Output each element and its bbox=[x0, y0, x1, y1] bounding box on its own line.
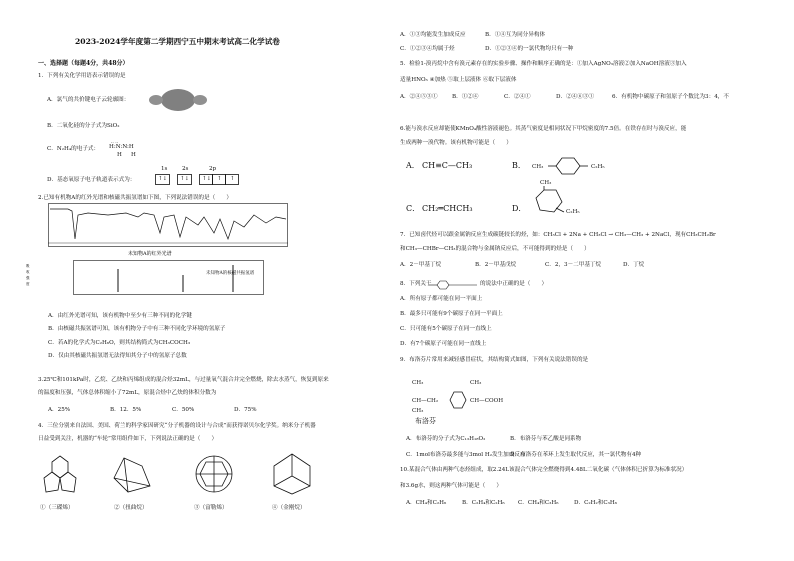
q4-option-b: B．①④互为同分异构体 bbox=[485, 32, 546, 38]
ir-caption: 未知物A的红外光谱 bbox=[128, 251, 172, 257]
arrow-2p2: ↑ bbox=[217, 176, 222, 182]
q3-stem: 3.25℃和101kPa时，乙烷、乙炔和丙烯组成的混合烃32mL，与过量氧气混合并完全燃烧，除去水蒸气，恢复到原来 bbox=[38, 377, 329, 383]
q1-option-a: A．氯气的共价键电子云轮廓图： bbox=[47, 97, 130, 103]
q6-formula-c: CH₂═CHCH₃ bbox=[422, 204, 473, 213]
q7-option-d: D．丁烷 bbox=[623, 262, 645, 268]
q10-option-c: C．CH₄和C₃H₆ bbox=[518, 500, 559, 506]
orbital-label-1s: 1s bbox=[161, 166, 168, 172]
q6-d-right: C₂H₅ bbox=[566, 209, 580, 215]
orbital-boxes bbox=[155, 174, 240, 186]
q6-option-b: B． bbox=[512, 161, 526, 170]
q5-stem-2: 适量HNO₃ ④加热 ⑤取上层液体 ⑥取下层液体 bbox=[400, 77, 517, 83]
q4-label-4: ④（金刚烷） bbox=[272, 505, 306, 511]
q6-intro: 6．有机物中碳原子和氢原子个数比为3：4，不 bbox=[612, 94, 729, 100]
q8-stem-a: 8．下列关于 bbox=[400, 281, 432, 287]
q6-option-d: D． bbox=[512, 204, 527, 213]
q3-option-b: B．12．5% bbox=[110, 407, 142, 413]
q8-option-d: D．有7个碳原子可能在同一直线上 bbox=[400, 341, 487, 347]
q9-option-c: C．1mol布洛芬最多能与3mol H₂发生加成反应 bbox=[406, 452, 526, 458]
q9-caption: 布洛芬 bbox=[415, 417, 436, 425]
arrow-1s: ↑↓ bbox=[158, 176, 168, 182]
q1-option-d: D．基态氧原子电子轨道表示式为： bbox=[47, 177, 136, 183]
q8-option-b: B．最多只可能有9个碳原子在同一平面上 bbox=[400, 311, 503, 317]
q6-stem-2: 生成两种一溴代物。该有机物可能是（ ） bbox=[400, 140, 512, 146]
molecule-structures bbox=[40, 452, 360, 500]
q9-benzene bbox=[446, 390, 470, 410]
arrow-2s: ↑↓ bbox=[180, 176, 190, 182]
q4-label-2: ②（扭曲烷） bbox=[114, 505, 148, 511]
q8-stem-b: 的说法中正确的是（ ） bbox=[480, 281, 548, 287]
q9-ch3-left: CH₃ bbox=[412, 380, 424, 386]
nmr-caption: 未知物A的核磁共振氢谱 bbox=[206, 271, 255, 276]
arrow-2p3: ↑ bbox=[230, 176, 235, 182]
q6-formula-a: CH≡C—CH₃ bbox=[422, 161, 473, 170]
c-h-bottom-1: H bbox=[117, 152, 122, 158]
q8-option-a: A．所有原子都可能在同一平面上 bbox=[400, 296, 483, 302]
q7-option-b: B．2－甲基戊烷 bbox=[475, 262, 517, 268]
benzene-ring-b bbox=[548, 156, 588, 176]
q2-option-a: A．由红外光谱可知，该有机物中至少有三种不同的化学键 bbox=[48, 313, 192, 319]
q9-option-b: B．布洛芬与苯乙酸是同系物 bbox=[510, 436, 582, 442]
q4-option-c: C．①②③④均属于烃 bbox=[400, 46, 455, 52]
q4-label-1: ①（三碟烯） bbox=[40, 505, 74, 511]
q9-option-a: A．布洛芬的分子式为C₁₃H₁₈O₂ bbox=[406, 436, 486, 442]
q6-d-top: CH₃ bbox=[540, 180, 552, 186]
page-title: 2023-2024学年度第二学期西宁五中期末考试高二化学试卷 bbox=[75, 37, 280, 46]
q6-b-right: C₂H₅ bbox=[591, 164, 605, 170]
svg-text:度: 度 bbox=[26, 282, 30, 286]
q5-stem: 5．检验1-溴丙烷中含有溴元素存在的实验步骤、操作和顺序正确的是：①加入AgNO₃溶液②加入NaOH溶液③加入 bbox=[400, 61, 687, 67]
q9-ch3-bottom: CH₃ bbox=[412, 408, 424, 414]
q5-option-a: A．②④⑤③① bbox=[400, 94, 438, 100]
q4-label-3: ③（富勒烯） bbox=[194, 505, 228, 511]
q3-option-d: D．75% bbox=[234, 407, 257, 413]
q4-option-a: A．①③均能发生加成反应 bbox=[400, 32, 466, 38]
q6-b-left: CH₃ bbox=[532, 164, 544, 170]
orbital-label-2p: 2p bbox=[209, 166, 217, 172]
c-h-bottom-2: H bbox=[131, 152, 136, 158]
svg-text:吸: 吸 bbox=[26, 264, 30, 268]
ir-spectrum bbox=[26, 203, 288, 298]
q9-option-d: D．布洛芬在苯环上发生取代反应，其一氯代物有4种 bbox=[510, 452, 642, 458]
q7-stem: 7．已知卤代烃可以跟金属钠反应生成碳链较长的烃，如：CH₃Cl + 2Na + CH₃Cl → CH₃—CH₃ + 2NaCl，现有CH₃CH₂Br bbox=[400, 232, 716, 238]
arrow-2p1: ↑↓ bbox=[202, 176, 212, 182]
q10-stem-2: 和3.6g水，则这两种气体可能是（ ） bbox=[400, 483, 502, 489]
q1-option-b: B．二氧化硅的分子式为SiO₂ bbox=[47, 123, 120, 129]
q3-option-a: A．25% bbox=[48, 407, 71, 413]
q2-option-c: C．若A的化学式为C₂H₆O，则其结构简式为CH₃COCH₃ bbox=[48, 340, 191, 346]
q4-stem: 4．三位分别来自法国、美国、荷兰的科学家因研究“分子机器的设计与合成”而获得诺贝尔化学奖。纳米分子机器 bbox=[38, 423, 316, 429]
q5-option-b: B．①②④ bbox=[452, 94, 479, 100]
q2-stem: 2.已知有机物A的红外光谱和核磁共振氢谱如下图，下列说法错误的是（ ） bbox=[38, 195, 232, 201]
q6-stem: 6.能与溴水反应却能使KMnO₄酸性溶液褪色。其蒸气密度是相同状况下甲烷密度的7.5倍。在铁存在时与溴反应，能 bbox=[400, 126, 687, 132]
q9-stem: 9．布洛芬片常用来减轻感冒症状，其结构简式如图，下列有关说法错误的是 bbox=[400, 357, 589, 363]
q10-option-d: D．C₂H₂和C₃H₆ bbox=[574, 500, 617, 506]
q10-option-a: A．CH₄和C₂H₆ bbox=[406, 500, 447, 506]
section-heading: 一、选择题（每题4分，共48分） bbox=[38, 60, 129, 67]
cloud-diagram bbox=[148, 88, 208, 112]
q9-cooh: CH—COOH bbox=[470, 398, 504, 404]
q9-ch-ch2: CH—CH₂ bbox=[412, 398, 439, 404]
q5-option-d: D．②④⑥③① bbox=[556, 94, 595, 100]
q6-option-c: C． bbox=[406, 204, 421, 213]
q7-option-c: C．2，3－二甲基丁烷 bbox=[545, 262, 602, 268]
svg-text:强: 强 bbox=[26, 276, 30, 280]
c-h-top: .. .. bbox=[111, 140, 119, 145]
orbital-label-2s: 2s bbox=[182, 166, 189, 172]
q3-stem-2: 的温度和压强，气体总体积缩小了72mL，原混合烃中乙炔的体积分数为 bbox=[38, 390, 217, 396]
c-electron-formula: H:N:N:H bbox=[109, 144, 134, 150]
q3-option-c: C．50% bbox=[172, 407, 195, 413]
q8-structure bbox=[429, 281, 477, 289]
q2-option-d: D．仅由其核磁共振氢谱无法得知其分子中的氢原子总数 bbox=[48, 353, 187, 359]
q7-stem-2: 和CH₃—CHBr—CH₃的混合物与金属钠反应后，不可能得到的烃是（ ） bbox=[400, 246, 590, 252]
benzene-ring-d bbox=[530, 188, 570, 218]
q7-option-a: A．2－甲基丁烷 bbox=[400, 262, 442, 268]
q10-option-b: B．C₂H₄和C₂H₆ bbox=[462, 500, 505, 506]
q5-option-c: C．②④① bbox=[504, 94, 531, 100]
q9-ch3-top: CH₃ bbox=[470, 380, 482, 386]
q4-option-d: D．①②③④的一氯代物均只有一种 bbox=[485, 46, 574, 52]
q1-option-c: C．N₂H₄的电子式： bbox=[47, 146, 100, 152]
q10-stem: 10.某混合气体由两种气态烃组成，取2.24L该混合气体完全燃烧得到4.48L二氧化碳（气体体积已折算为标准状况） bbox=[400, 467, 688, 473]
q6-option-a: A． bbox=[406, 161, 420, 170]
q2-option-b: B．由核磁共振氢谱可知，该有机物分子中有三种不同化学环境的氢原子 bbox=[48, 326, 226, 332]
q4-stem-2: 日益受到关注，机器的“车轮”常用组件如下，下列说法正确的是（ ） bbox=[38, 436, 218, 442]
svg-text:收: 收 bbox=[26, 270, 30, 274]
q1-stem: 1．下列有关化学用语表示错误的是 bbox=[38, 73, 126, 79]
q8-option-c: C．只可能有5个碳原子在同一直线上 bbox=[400, 326, 492, 332]
